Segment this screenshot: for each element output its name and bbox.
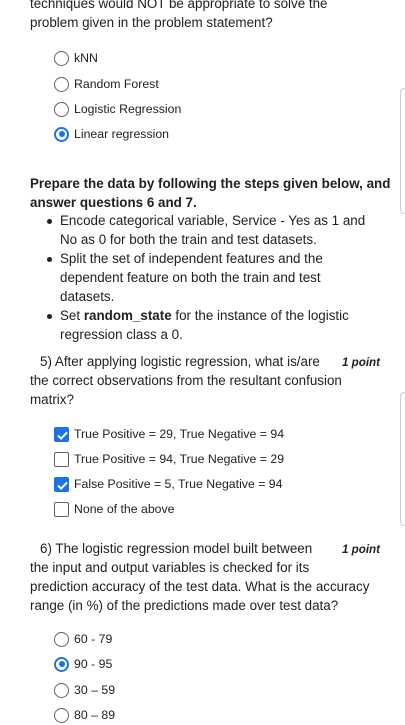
q5-text	[30, 352, 390, 409]
instructions-heading	[30, 174, 390, 212]
radio-icon[interactable]	[54, 632, 69, 647]
instructions-steps	[30, 211, 390, 344]
instructions-heading-line2: answer questions 6 and 7.	[30, 195, 197, 210]
q5-option-3[interactable]	[54, 474, 282, 494]
checkbox-checked-icon[interactable]	[54, 477, 69, 492]
q6-option-3[interactable]	[54, 680, 115, 700]
q5-line2: the correct observations from the resultant confusion	[30, 373, 342, 388]
checkbox-checked-icon[interactable]	[54, 427, 69, 442]
step3-line1	[60, 306, 390, 325]
q5-line1: 5) After applying logistic regression, what is/are	[40, 354, 320, 369]
option-label: 90 - 95	[74, 657, 113, 671]
prev-question-line1: techniques would NOT be appropriate to solve the	[30, 0, 328, 11]
option-label: Random Forest	[74, 77, 159, 91]
side-scrollbar-top[interactable]	[400, 88, 405, 214]
prev-question-text	[30, 0, 328, 32]
step1-line1: Encode categorical variable, Service - Yes as 1 and	[60, 213, 366, 228]
step-item	[30, 249, 390, 306]
q6-line1: 6) The logistic regression model built between	[40, 541, 313, 556]
q5-line3: matrix?	[30, 392, 74, 407]
option-label: 30 – 59	[74, 683, 116, 697]
radio-selected-icon[interactable]	[54, 127, 69, 142]
q6-line4: range (in %) of the predictions made over test data?	[30, 598, 339, 613]
checkbox-icon[interactable]	[54, 452, 69, 467]
instructions-heading-line1: Prepare the data by following the steps given below, and	[30, 176, 391, 191]
option-label: kNN	[74, 51, 98, 65]
q5-points: 1 point	[342, 356, 380, 369]
step2-line2: dependent feature on both the train and test	[60, 270, 321, 285]
step2-line3: datasets.	[60, 289, 115, 304]
q6-line1-row	[30, 539, 390, 558]
option-label: Linear regression	[74, 127, 170, 141]
radio-icon[interactable]	[54, 51, 69, 66]
prev-option-knn[interactable]	[54, 48, 98, 68]
radio-icon[interactable]	[54, 683, 69, 698]
step3-post: for the instance of the logistic	[171, 308, 349, 323]
q5-line1-row	[30, 352, 390, 371]
option-label: True Positive = 29, True Negative = 94	[74, 427, 285, 441]
step2-line1: Split the set of independent features and the	[60, 251, 323, 266]
radio-icon[interactable]	[54, 77, 69, 92]
q6-points: 1 point	[342, 543, 380, 556]
option-label: False Positive = 5, True Negative = 94	[74, 477, 283, 491]
q5-option-4[interactable]	[54, 499, 175, 519]
q6-option-4[interactable]	[54, 705, 115, 725]
q6-line3: prediction accuracy of the test data. What is the accuracy	[30, 579, 370, 594]
step1-line2: No as 0 for both the train and test datasets.	[60, 232, 317, 247]
radio-icon[interactable]	[54, 708, 69, 723]
q6-text	[30, 539, 390, 615]
radio-icon[interactable]	[54, 102, 69, 117]
q6-option-2[interactable]	[54, 654, 112, 674]
q5-option-2[interactable]	[54, 449, 284, 469]
q6-line2: the input and output variables is checked for its	[30, 560, 310, 575]
step3-bold: random_state	[83, 308, 172, 323]
prev-option-linear-regression[interactable]	[54, 124, 169, 144]
option-label: Logistic Regression	[74, 102, 182, 116]
radio-selected-icon[interactable]	[54, 657, 69, 672]
step-item	[30, 211, 390, 249]
option-label: 60 - 79	[74, 632, 113, 646]
prev-question-line2: problem given in the problem statement?	[30, 15, 273, 30]
checkbox-icon[interactable]	[54, 502, 69, 517]
step3-line2: regression class a 0.	[60, 327, 183, 342]
q6-option-1[interactable]	[54, 629, 112, 649]
prev-option-logistic-regression[interactable]	[54, 99, 181, 119]
q5-option-1[interactable]	[54, 424, 284, 444]
side-scrollbar-bottom[interactable]	[400, 392, 405, 526]
option-label: True Positive = 94, True Negative = 29	[74, 452, 285, 466]
prev-option-random-forest[interactable]	[54, 74, 159, 94]
option-label: None of the above	[74, 502, 175, 516]
step-item	[30, 306, 390, 344]
step3-pre: Set	[60, 308, 84, 323]
option-label: 80 – 89	[74, 708, 116, 722]
